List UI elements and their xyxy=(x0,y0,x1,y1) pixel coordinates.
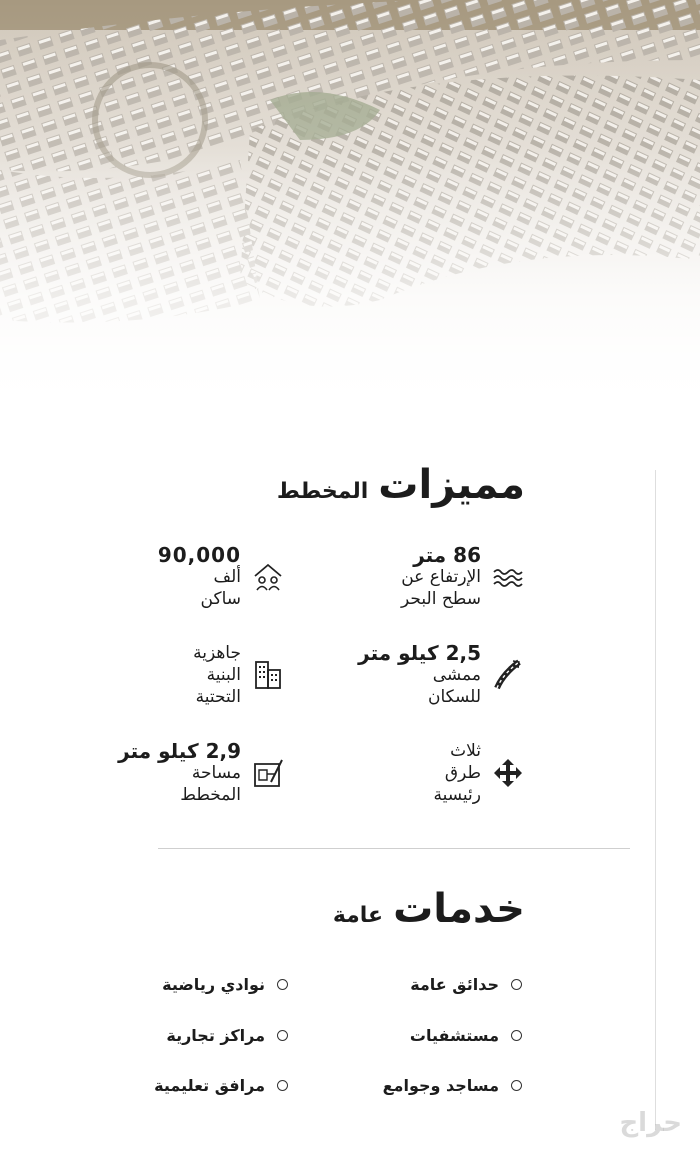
hero-aerial-image xyxy=(0,0,700,420)
feature-residents xyxy=(105,544,285,610)
feature-plan-area-line2: مساحة xyxy=(191,763,241,783)
service-label: نوادي رياضية xyxy=(162,975,265,994)
service-label: مساجد وجوامع xyxy=(382,1076,499,1095)
service-item-education xyxy=(154,1076,288,1095)
waves-icon xyxy=(491,560,525,594)
service-label: مستشفيات xyxy=(409,1026,499,1045)
features-title xyxy=(277,462,525,508)
vertical-rule xyxy=(655,470,656,1130)
feature-altitude-line2: الإرتفاع عن xyxy=(401,567,481,587)
bullet-circle-icon xyxy=(277,1080,288,1091)
feature-walkway-value: 2,5 كيلو متر xyxy=(358,641,481,665)
crossroads-icon xyxy=(491,756,525,790)
road-icon xyxy=(491,658,525,692)
feature-roads xyxy=(325,740,525,806)
service-item-hospitals xyxy=(410,1026,522,1045)
service-label: مراكز تجارية xyxy=(166,1026,265,1045)
feature-residents-line2: ألف xyxy=(213,567,241,587)
feature-infrastructure-line2: البنية xyxy=(206,665,241,685)
feature-residents-value: 90,000 xyxy=(157,543,241,567)
haraj-watermark: حراج xyxy=(619,1108,682,1138)
feature-altitude-line3: سطح البحر xyxy=(401,589,481,609)
feature-plan-area-line3: المخطط xyxy=(180,785,241,805)
service-item-mosques xyxy=(383,1076,522,1095)
feature-infrastructure-line1: جاهزية xyxy=(193,643,241,663)
bullet-circle-icon xyxy=(511,1030,522,1041)
service-item-parks xyxy=(410,975,522,994)
feature-roads-line3: رئيسية xyxy=(433,785,481,805)
service-label: حدائق عامة xyxy=(410,975,499,994)
bullet-circle-icon xyxy=(277,1030,288,1041)
feature-infrastructure xyxy=(105,642,285,708)
feature-altitude-value: 86 متر xyxy=(413,543,481,567)
people-house-icon xyxy=(251,560,285,594)
feature-residents-line3: ساكن xyxy=(200,589,241,609)
service-label: مرافق تعليمية xyxy=(154,1076,265,1095)
features-title-sub: المخطط xyxy=(276,479,369,504)
services-title-main: خدمات xyxy=(393,886,525,932)
services-title xyxy=(333,886,525,932)
buildings-icon xyxy=(251,658,285,692)
features-title-main: مميزات xyxy=(378,462,525,508)
services-title-sub: عامة xyxy=(332,903,384,928)
feature-walkway-line3: للسكان xyxy=(427,687,481,707)
feature-altitude xyxy=(325,544,525,610)
bullet-circle-icon xyxy=(277,979,288,990)
feature-roads-line1: ثلاث xyxy=(450,741,481,761)
feature-walkway xyxy=(325,642,525,708)
feature-plan-area-value: 2,9 كيلو متر xyxy=(118,739,241,763)
bullet-circle-icon xyxy=(511,979,522,990)
feature-roads-line2: طرق xyxy=(444,763,481,783)
section-divider xyxy=(158,848,630,849)
bullet-circle-icon xyxy=(511,1080,522,1091)
feature-infrastructure-line3: التحتية xyxy=(195,687,241,707)
service-item-commercial-centers xyxy=(166,1026,288,1045)
service-item-sports-clubs xyxy=(162,975,288,994)
feature-walkway-line2: ممشى xyxy=(432,665,481,685)
blueprint-icon xyxy=(251,756,285,790)
feature-plan-area xyxy=(105,740,285,806)
